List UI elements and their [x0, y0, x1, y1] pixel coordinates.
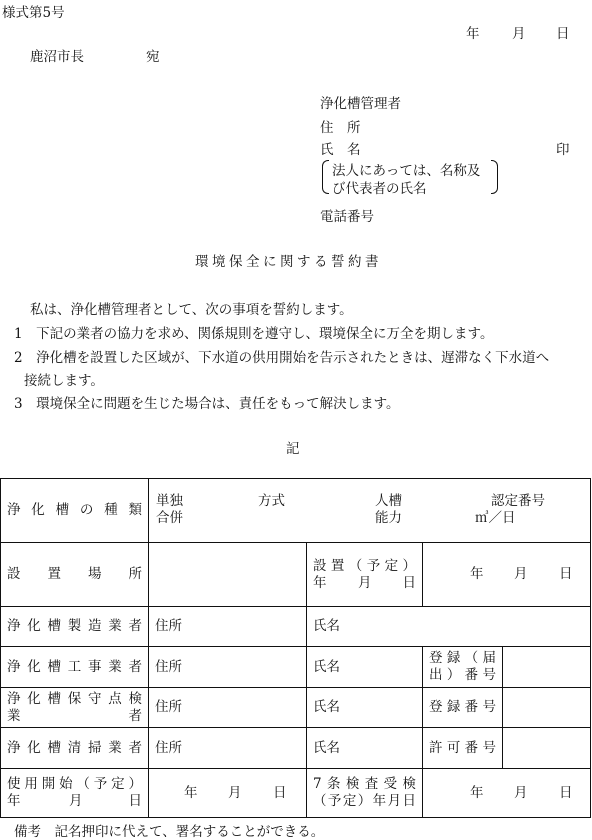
inspection-month: 月	[514, 785, 528, 801]
tank-type-label: 浄化槽の種類	[7, 502, 142, 518]
applicant-title: 浄化槽管理者	[320, 96, 401, 112]
item-1: 1 下記の業者の協力を求め、関係規則を遵守し、環境保全に万全を期します。	[14, 326, 494, 342]
item-2-line1: 2 浄化槽を設置した区域が、下水道の供用開始を告示されたときは、遅滞なく下水道へ	[14, 350, 550, 366]
date-month: 月	[512, 26, 526, 42]
row-manufacturer	[1, 607, 591, 647]
inspection-label-1: 7条検査受検	[313, 776, 416, 792]
usage-start-month: 月	[228, 785, 242, 801]
details-table	[0, 478, 591, 818]
install-day-label: 日	[402, 574, 416, 591]
cert-number-label: 認定番号	[491, 493, 545, 509]
item-2-line2: 接続します。	[24, 373, 104, 389]
usage-start-month-label: 月	[69, 793, 83, 809]
method-label: 方式	[258, 493, 285, 509]
usage-start-day: 日	[273, 785, 287, 801]
contractor-reg-value	[503, 647, 591, 688]
cleaner-permit-label: 許可番号	[429, 739, 496, 756]
maintenance-reg-label: 登録番号	[429, 699, 496, 715]
inspection-label-2: （予定）年月日	[313, 793, 416, 809]
cleaner-label: 浄化槽清掃業者	[7, 739, 142, 756]
tank-type-content	[149, 479, 590, 542]
maintenance-label-1: 浄化槽保守点検	[7, 690, 142, 707]
phone-label: 電話番号	[320, 209, 374, 225]
contractor-address: 住所	[149, 647, 307, 688]
address-label: 住 所	[320, 120, 361, 136]
install-month-label: 月	[358, 574, 372, 591]
addressee: 鹿沼市長	[30, 49, 84, 65]
left-bracket	[322, 160, 329, 194]
contractor-reg-label-2: 出）番号	[429, 667, 496, 683]
capacity-label: 能力	[375, 510, 402, 526]
cleaner-address: 住所	[149, 728, 307, 769]
maintenance-name: 氏名	[307, 688, 423, 728]
row-cleaner	[1, 728, 591, 769]
corp-note-line1: 法人にあっては、名称及	[332, 163, 481, 179]
footnote: 備考 記名押印に代えて、署名することができる。	[14, 824, 325, 840]
capacity-unit: ㎥／日	[475, 510, 516, 526]
date-day: 日	[556, 26, 570, 42]
row-maintenance	[1, 688, 591, 728]
combined-type: 合併	[156, 510, 183, 526]
maintenance-reg-value	[503, 688, 591, 728]
manufacturer-name: 氏名	[307, 607, 591, 647]
row-usage-start	[1, 769, 591, 818]
inspection-date-value	[423, 769, 590, 817]
maintenance-address: 住所	[149, 688, 307, 728]
install-site-label: 設置場所	[7, 566, 142, 582]
usage-start-value	[149, 769, 306, 817]
install-year-label: 年	[313, 574, 327, 591]
row-tank-type	[1, 479, 591, 543]
single-type: 単独	[156, 493, 183, 509]
contractor-label: 浄化槽工事業者	[7, 658, 142, 675]
install-date-day: 日	[559, 566, 573, 582]
cleaner-name: 氏名	[307, 728, 423, 769]
contractor-reg-label-1: 登録（届	[429, 650, 496, 666]
intro-text: 私は、浄化槽管理者として、次の事項を誓約します。	[30, 302, 353, 318]
usage-start-day-label: 日	[128, 793, 142, 809]
contractor-name: 氏名	[307, 647, 423, 688]
ki-heading: 記	[286, 441, 300, 457]
install-date-value	[423, 543, 590, 606]
document-title: 環境保全に関する誓約書	[195, 254, 382, 270]
cleaner-permit-value	[503, 728, 591, 769]
usage-start-year-label: 年	[7, 793, 21, 809]
corp-note-line2: び代表者の氏名	[332, 181, 427, 197]
install-date-month: 月	[514, 566, 528, 582]
install-date-label: 設置（予定）	[313, 557, 416, 574]
manufacturer-address: 住所	[149, 607, 307, 647]
install-site-value	[149, 543, 307, 607]
manufacturer-label: 浄化槽製造業者	[7, 618, 142, 634]
install-date-year: 年	[470, 566, 484, 582]
form-number: 様式第5号	[2, 5, 65, 21]
inspection-year: 年	[470, 785, 484, 801]
right-bracket	[491, 160, 498, 194]
usage-start-year: 年	[184, 785, 198, 801]
row-install-site	[1, 543, 591, 607]
usage-start-label: 使用開始（予定）	[7, 776, 142, 792]
people-capacity-label: 人槽	[375, 493, 402, 509]
row-contractor	[1, 647, 591, 688]
addressee-suffix: 宛	[146, 49, 160, 65]
item-3: 3 環境保全に問題を生じた場合は、責任をもって解決します。	[14, 396, 400, 412]
name-label: 氏 名	[320, 142, 361, 158]
date-year: 年	[466, 26, 480, 42]
inspection-day: 日	[559, 785, 573, 801]
seal-mark: 印	[556, 142, 570, 158]
maintenance-label-2: 業者	[7, 707, 142, 724]
